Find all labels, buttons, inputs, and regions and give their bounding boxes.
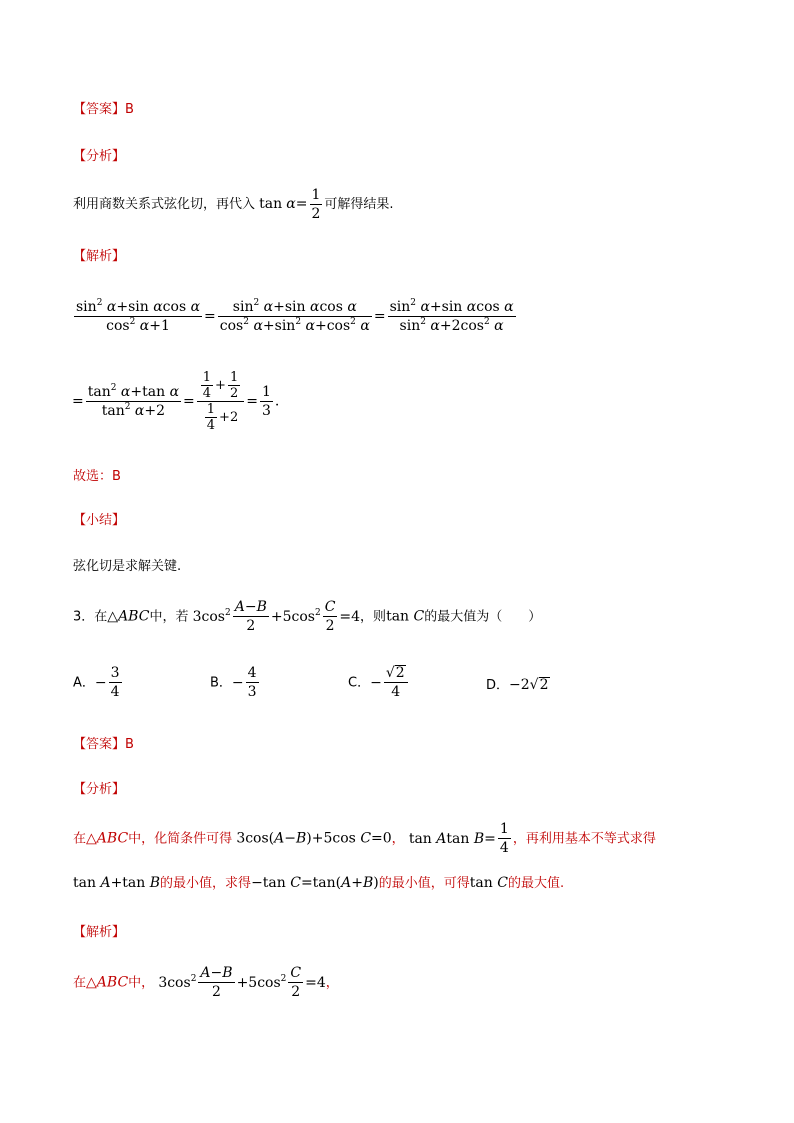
alpha-var: α bbox=[286, 196, 296, 212]
fraction-nested: $\frac{1}{4}$ + $\frac{1}{2}$ $\frac{1}{4}$ +2 bbox=[197, 370, 244, 433]
al2-b: 的最小值，可得 bbox=[378, 876, 470, 891]
answer-label: 【答案】 bbox=[73, 102, 126, 117]
answer-line-2 bbox=[73, 736, 134, 754]
option-d-value: −2√2 bbox=[509, 677, 549, 693]
q-text-then: ，则 bbox=[360, 609, 387, 625]
al1-a: 在 bbox=[73, 831, 87, 847]
option-d-letter: D． bbox=[486, 678, 510, 693]
tan-c-expr-2: tan C bbox=[469, 875, 508, 891]
tan-c-expr: tan C bbox=[386, 608, 425, 625]
neg-tan-c-expr: −tan C=tan(A+B) bbox=[251, 875, 379, 891]
option-c-letter: C． bbox=[348, 675, 371, 691]
question-3 bbox=[73, 598, 541, 635]
option-b[interactable] bbox=[210, 664, 261, 701]
option-d[interactable] bbox=[486, 676, 550, 695]
cos-expr: 3cos(A−B)+5cos C=0 bbox=[236, 830, 392, 847]
fraction-tan: $\frac{\tan^2 \alpha+\tan \alpha}{\tan^2 \alpha+2}$ bbox=[87, 383, 180, 419]
solution-label-2: 【解析】 bbox=[73, 925, 126, 940]
sl-b: 中， bbox=[128, 975, 155, 991]
solution-line bbox=[73, 964, 339, 1001]
answer-line-1 bbox=[73, 101, 134, 119]
triangle-abc-3: △ABC bbox=[86, 974, 129, 991]
al1-c: ， bbox=[391, 831, 405, 847]
solution-equation-2: = $\frac{\tan^2 \alpha+\tan \alpha}{\tan^2 \alpha+2}$ = $\frac{1}{4}$ + $\frac{1}{2}$ $\frac{1}{4}$ +2 = $\frac{1}{3}$ . bbox=[72, 370, 280, 433]
eq-sign: = bbox=[295, 196, 308, 212]
condition-expr: $3\cos^2$ $\frac{A-B}{2}$ $+5\cos^2$ $\frac{C}{2}$ =4 bbox=[192, 599, 361, 634]
analysis-text-before: 利用商数关系式弦化切，再代入 bbox=[73, 197, 256, 212]
option-c-value: − $\frac{√2}{4}$ bbox=[370, 675, 410, 691]
triangle-abc-2: △ABC bbox=[86, 830, 129, 847]
analysis-line-1 bbox=[73, 820, 656, 857]
question-number: 3． bbox=[73, 609, 95, 625]
fraction-3: $\frac{\sin^2 \alpha+\sin \alpha\cos \alpha}{\sin^2 \alpha+2\cos^2 \alpha}$ bbox=[389, 298, 514, 334]
analysis-text-1 bbox=[73, 186, 394, 223]
sl-a: 在 bbox=[73, 975, 87, 991]
al1-b: 中，化简条件可得 bbox=[128, 831, 233, 847]
analysis-line-2 bbox=[73, 874, 564, 893]
condition-expr-2: $3\cos^2$ $\frac{A-B}{2}$ $+5\cos^2$ $\frac{C}{2}$ =4 bbox=[158, 965, 326, 1000]
q-text-max: 的最大值为（ ） bbox=[424, 609, 542, 625]
answer-label-2: 【答案】 bbox=[73, 737, 126, 752]
analysis-label: 【分析】 bbox=[73, 149, 126, 164]
option-a-letter: A． bbox=[73, 675, 95, 691]
answer-value-2: B bbox=[125, 737, 134, 752]
half-fraction: $\frac{1}{2}$ bbox=[311, 187, 321, 222]
al1-d: ，再利用基本不等式求得 bbox=[512, 831, 656, 847]
solution-label: 【解析】 bbox=[73, 249, 126, 264]
solution-equation-1: $\frac{\sin^2 \alpha+\sin \alpha\cos \alpha}{\cos^2 \alpha+1}$ = $\frac{\sin^2 \alpha+\sin \alpha\cos \alpha}{\cos^2 \alpha+\sin^2 \alpha+\cos^2 \alpha}$ = $\frac{\sin^2 \alpha+\sin \alpha\cos \alpha}{\sin^2 \alpha+2\cos^2 \alpha}$ bbox=[76, 298, 514, 334]
triangle-abc: △ABC bbox=[107, 608, 150, 625]
answer-value: B bbox=[125, 102, 134, 117]
option-c[interactable] bbox=[348, 664, 410, 701]
q-text-zhong: 中，若 bbox=[149, 609, 189, 625]
sl-c: ， bbox=[325, 975, 339, 991]
option-b-letter: B． bbox=[210, 675, 232, 691]
summary-text: 弦化切是求解关键. bbox=[73, 559, 182, 574]
fraction-1: $\frac{\sin^2 \alpha+\sin \alpha\cos \alpha}{\cos^2 \alpha+1}$ bbox=[76, 298, 201, 334]
analysis-text-after: 可解得结果. bbox=[324, 197, 394, 212]
analysis-label-2: 【分析】 bbox=[73, 782, 126, 797]
summary-label: 【小结】 bbox=[73, 513, 126, 528]
tan-product-expr: tan Atan B= $\frac{1}{4}$ bbox=[408, 821, 509, 856]
tan-sum-expr: tan A+tan B bbox=[73, 875, 161, 891]
choice-text: 故选：B bbox=[73, 469, 121, 484]
fraction-2: $\frac{\sin^2 \alpha+\sin \alpha\cos \alpha}{\cos^2 \alpha+\sin^2 \alpha+\cos^2 \alpha}$ bbox=[219, 298, 370, 334]
al2-c: 的最大值. bbox=[507, 876, 565, 891]
option-a[interactable] bbox=[73, 664, 124, 701]
option-b-value: − $\frac{4}{3}$ bbox=[231, 665, 257, 700]
fraction-third: $\frac{1}{3}$ bbox=[261, 384, 271, 419]
q-text-in: 在 bbox=[94, 609, 108, 625]
option-a-value: − $\frac{3}{4}$ bbox=[94, 665, 120, 700]
al2-a: 的最小值，求得 bbox=[160, 876, 252, 891]
tan-alpha-expr: tan bbox=[259, 196, 283, 212]
